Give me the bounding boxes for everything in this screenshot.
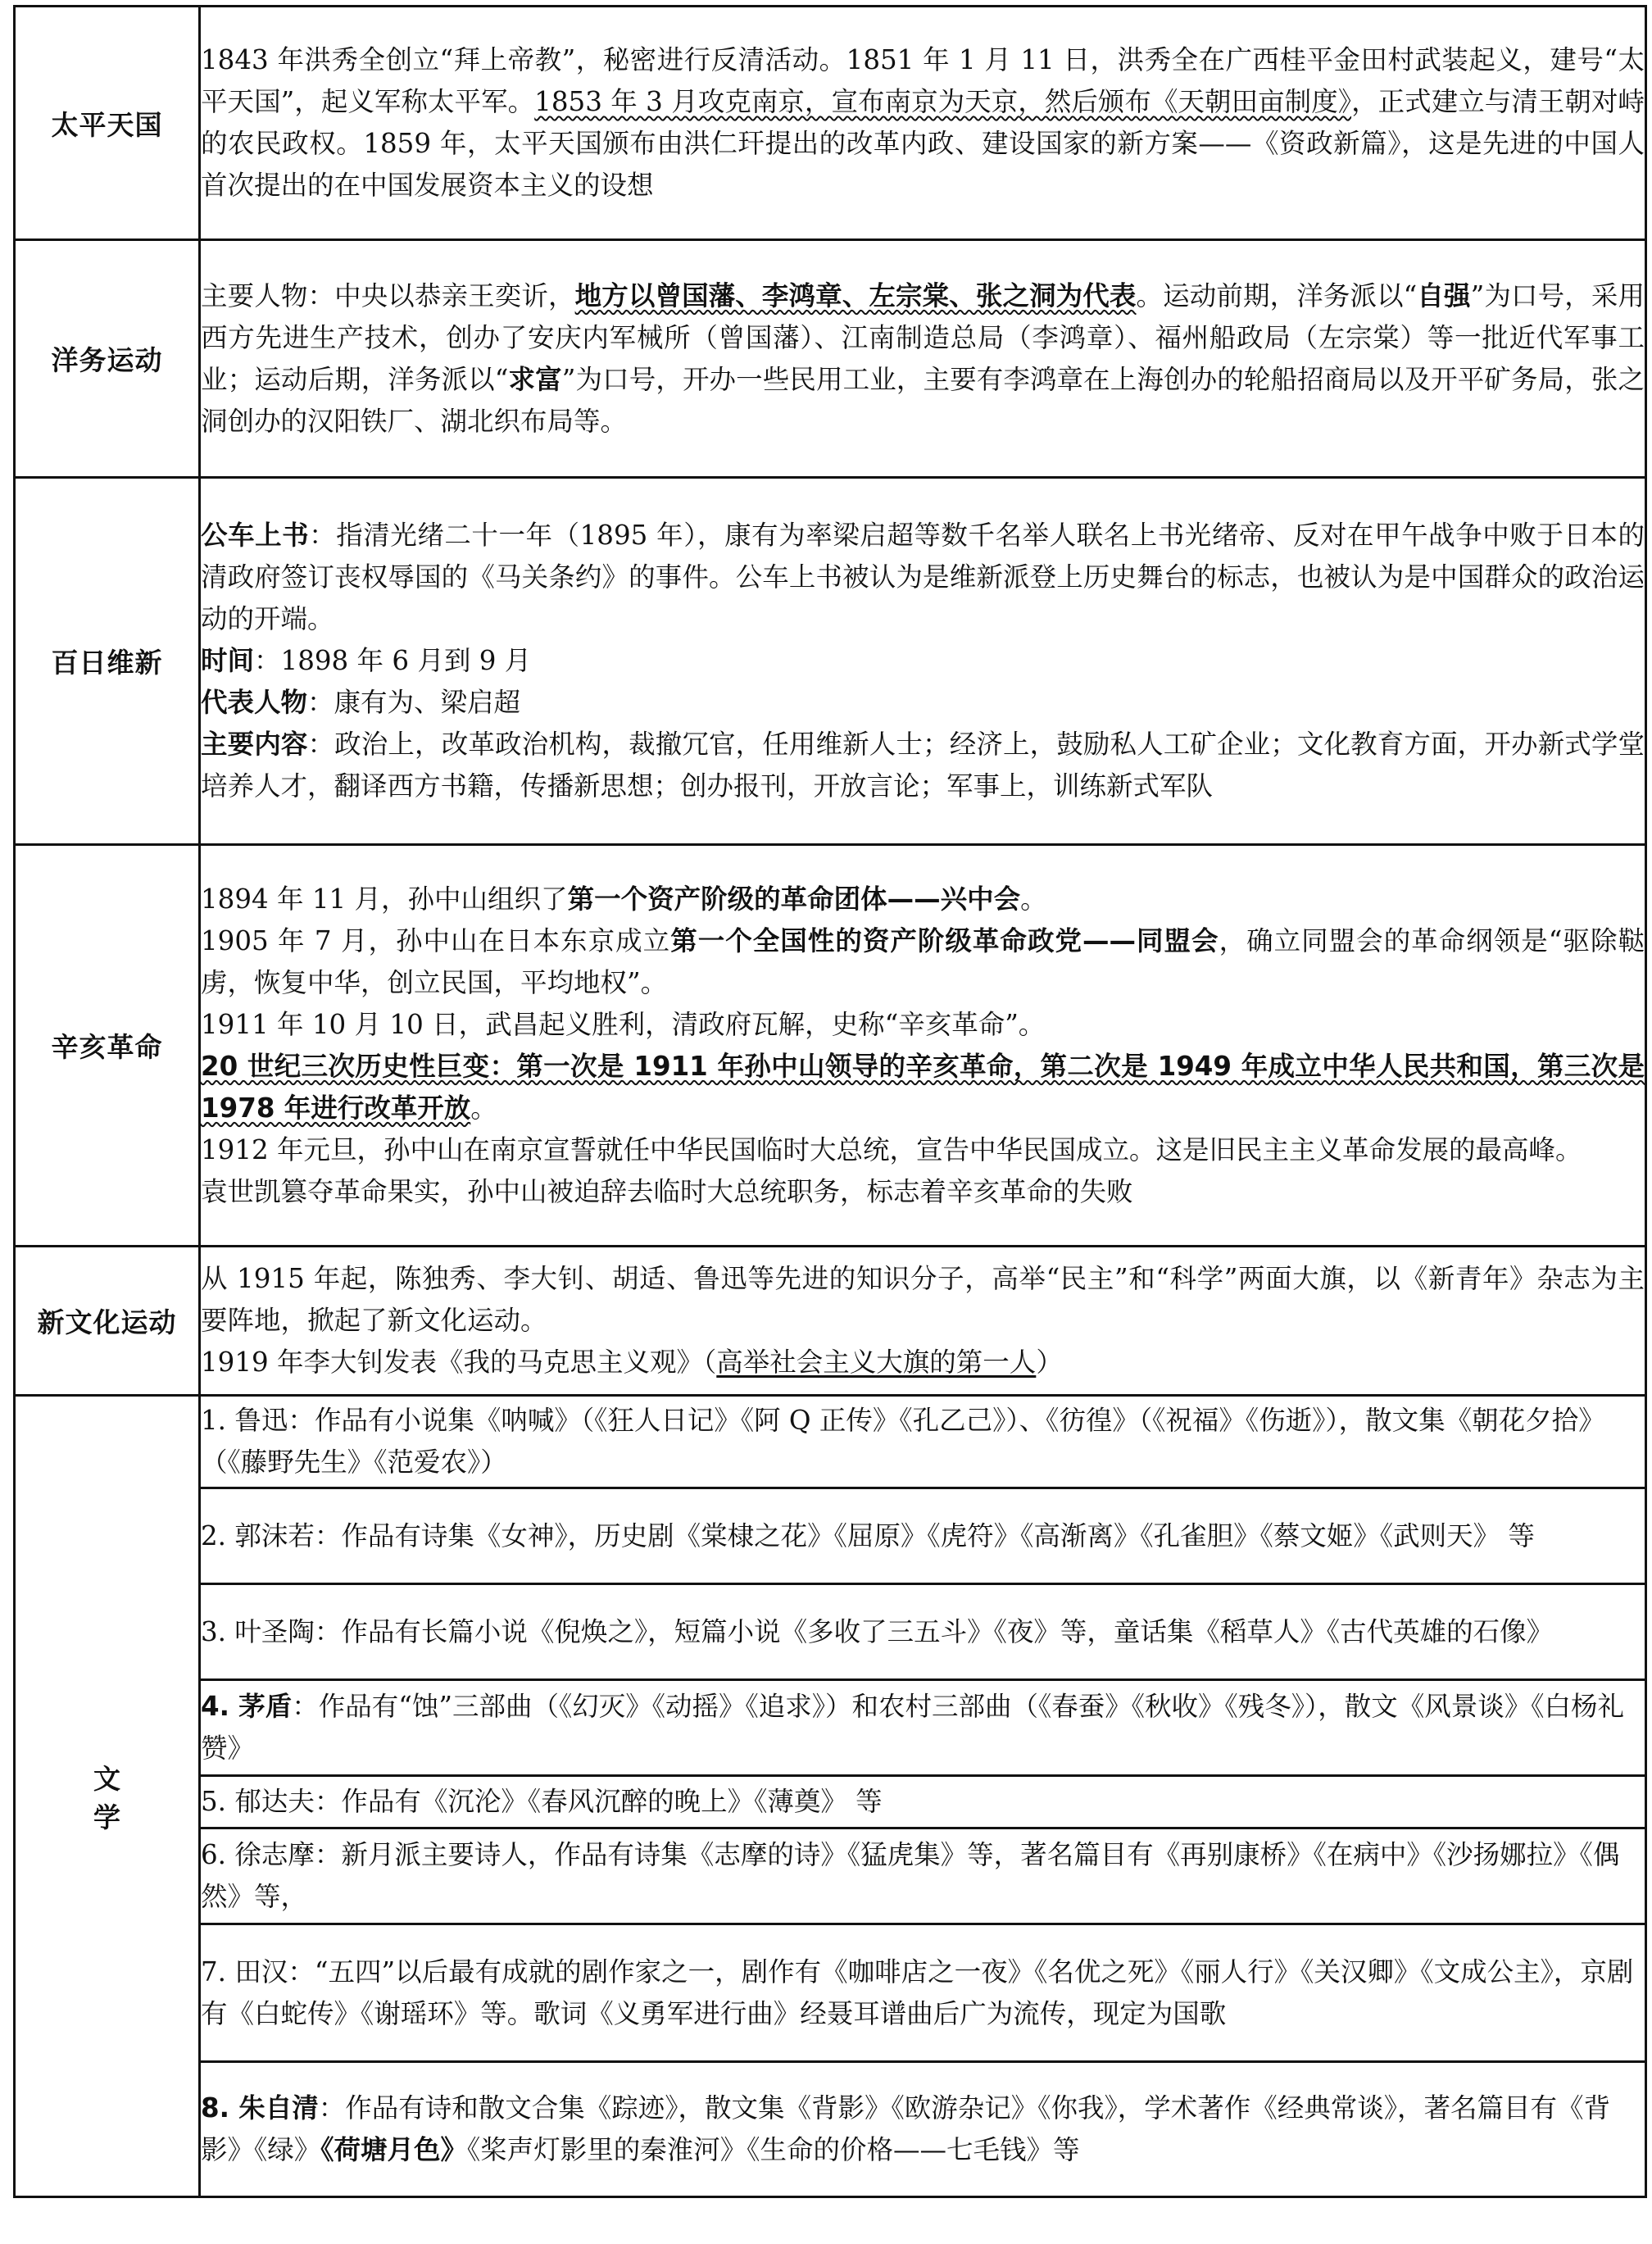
yangwu-text-1: 主要人物：中央以恭亲王奕䜣， bbox=[201, 279, 575, 311]
xinhai-l1-a: 1894 年 11 月，孙中山组织了 bbox=[201, 883, 568, 915]
history-table bbox=[13, 5, 1647, 2198]
row-wenxue-6 bbox=[15, 1828, 1646, 1924]
wenxue-item-1-name: 1. 鲁迅 bbox=[201, 1405, 288, 1436]
xinhai-line-6: 袁世凯篡夺革命果实，孙中山被迫辞去临时大总统职务，标志着辛亥革命的失败 bbox=[201, 1175, 1133, 1207]
xinhai-l2-c: ，确立同盟会的革命纲领是“驱除鞑虏，恢复中华，创立民国，平均地权”。 bbox=[201, 924, 1645, 998]
row-yangwu bbox=[15, 240, 1646, 478]
xinhai-line-4 bbox=[201, 1046, 1645, 1129]
wenxue-item-3-text: ：作品有长篇小说《倪焕之》，短篇小说《多收了三五斗》《夜》等，童话集《稻草人》《古代英雄的石像》 bbox=[314, 1615, 1554, 1647]
bairi-time-text: ：1898 年 6 月到 9 月 bbox=[254, 645, 532, 676]
bairi-people-label: 代表人物 bbox=[201, 687, 308, 718]
bairi-gongche bbox=[201, 515, 1645, 640]
wenxue-item-2-name: 2. 郭沫若 bbox=[201, 1519, 315, 1551]
row-taiping bbox=[15, 7, 1646, 240]
xinwenhua-l2-c: ） bbox=[1036, 1347, 1063, 1378]
wenxue-item-3-name: 3. 叶圣陶 bbox=[201, 1615, 315, 1647]
row-wenxue-4 bbox=[15, 1680, 1646, 1776]
category-bairi: 百日维新 bbox=[15, 478, 200, 845]
row-wenxue-1 bbox=[15, 1396, 1646, 1488]
wenxue-item-7-name: 7. 田汉 bbox=[201, 1956, 288, 1987]
content-yangwu bbox=[200, 240, 1646, 478]
bairi-gongche-text: ：指清光绪二十一年（1895 年），康有为率梁启超等数千名举人联名上书光绪帝、反对在甲午战争中败于日本的清政府签订丧权辱国的《马关条约》的事件。公车上书被认为是维新派登上历史舞台的标志，也被认为是中国群众的政治运动的开端。 bbox=[201, 520, 1645, 634]
xinhai-l4-end: 。 bbox=[470, 1092, 497, 1124]
wenxue-item-5-name: 5. 郁达夫 bbox=[201, 1786, 315, 1817]
row-xinhai bbox=[15, 845, 1646, 1247]
taiping-text-1: 1843 年洪秀全创立“拜上帝教”，秘密进行反清活动。1851 年 1 月 11 日，洪秀全在广西桂平金田村武装起义，建号“太平天国”，起义军称太平军。 bbox=[201, 44, 1645, 117]
wenxue-item-8-text-a: ：作品有诗和散文合集《踪迹》，散文集《背影》《欧游杂记》《你我》，学术著作《经典常谈》，著名篇目有《背影》《绿》 bbox=[201, 2092, 1611, 2165]
xinhai-line-5: 1912 年元旦，孙中山在南京宣誓就任中华民国临时大总统，宣告中华民国成立。这是旧民主主义革命发展的最高峰。 bbox=[201, 1133, 1582, 1165]
content-bairi bbox=[200, 478, 1646, 845]
category-xinhai: 辛亥革命 bbox=[15, 845, 200, 1247]
content-xinwenhua bbox=[200, 1247, 1646, 1396]
bairi-people-text: ：康有为、梁启超 bbox=[307, 687, 521, 718]
xinhai-l4-wavy: 20 世纪三次历史性巨变：第一次是 1911 年孙中山领导的辛亥革命，第二次是 1949 年成立中华人民共和国，第三次是 1978 年进行改革开放 bbox=[201, 1050, 1645, 1124]
xinhai-l1-bold: 第一个资产阶级的革命团体——兴中会 bbox=[567, 883, 1021, 915]
row-wenxue-5 bbox=[15, 1776, 1646, 1828]
wenxue-item-6-text: ：新月派主要诗人，作品有诗集《志摩的诗》《猛虎集》等，著名篇目有《再别康桥》《在病中》《沙扬娜拉》《偶然》等， bbox=[201, 1839, 1620, 1912]
wenxue-item-5 bbox=[200, 1776, 1646, 1828]
category-xinwenhua: 新文化运动 bbox=[15, 1247, 200, 1396]
taiping-text-2: ，正式建立与清王朝对峙的农民政权。1859 年，太平天国颁布由洪仁玕提出的改革内政、建设国家的新方案——《资政新篇》，这是先进的中国人首次提出的在中国发展资本主义的设想 bbox=[201, 86, 1645, 201]
category-wenxue: 文 学 bbox=[15, 1396, 200, 2197]
yangwu-text-4: ”为口号，开办一些民用工业，主要有李鸿章在上海创办的轮船招商局以及开平矿务局，张之洞创办的汉阳铁厂、湖北织布局等。 bbox=[201, 363, 1645, 437]
bairi-people bbox=[201, 682, 1645, 724]
category-yangwu: 洋务运动 bbox=[15, 240, 200, 478]
wenxue-item-8-name: 8. 朱自清 bbox=[201, 2092, 319, 2124]
yangwu-wavy-text: 地方以曾国藩、李鸿章、左宗棠、张之洞为代表 bbox=[574, 279, 1137, 311]
wenxue-item-1 bbox=[200, 1396, 1646, 1488]
wenxue-item-2 bbox=[200, 1488, 1646, 1584]
row-bairi bbox=[15, 478, 1646, 845]
xinwenhua-line-1: 从 1915 年起，陈独秀、李大钊、胡适、鲁迅等先进的知识分子，高举“民主”和“科学”两面大旗，以《新青年》杂志为主要阵地，掀起了新文化运动。 bbox=[201, 1263, 1645, 1336]
wenxue-item-8-text-b: 《桨声灯影里的秦淮河》《生命的价格——七毛钱》等 bbox=[467, 2134, 1080, 2165]
wenxue-item-1-text: ：作品有小说集《呐喊》（《狂人日记》《阿 Q 正传》《孔乙己》）、《彷徨》（《祝福》《伤逝》），散文集《朝花夕拾》（《藤野先生》《范爱农》） bbox=[201, 1405, 1605, 1478]
xinwenhua-line-2 bbox=[201, 1342, 1645, 1383]
xinhai-line-3: 1911 年 10 月 10 日，武昌起义胜利，清政府瓦解，史称“辛亥革命”。 bbox=[201, 1008, 1046, 1040]
xinhai-l2-bold: 第一个全国性的资产阶级革命政党——同盟会 bbox=[670, 924, 1219, 956]
wenxue-item-5-text: ：作品有《沉沦》《春风沉醉的晚上》《薄奠》 等 bbox=[314, 1786, 883, 1817]
row-wenxue-3 bbox=[15, 1584, 1646, 1680]
row-wenxue-7 bbox=[15, 1924, 1646, 2062]
bairi-time bbox=[201, 640, 1645, 682]
taiping-wavy-text: 1853 年 3 月攻克南京，宣布南京为天京，然后颁布《天朝田亩制度》 bbox=[534, 86, 1352, 117]
wenxue-item-8 bbox=[200, 2062, 1646, 2197]
xinhai-l2-a: 1905 年 7 月，孙中山在日本东京成立 bbox=[201, 924, 671, 956]
yangwu-text-2: 。运动前期，洋务派以“ bbox=[1136, 279, 1418, 311]
wenxue-item-7-text: ：“五四”以后最有成就的剧作家之一，剧作有《咖啡店之一夜》《名优之死》《丽人行》《关汉卿》《文成公主》，京剧有《白蛇传》《谢瑶环》等。歌词《义勇军进行曲》经聂耳谱曲后广为流传，现定为国歌 bbox=[201, 1956, 1634, 2029]
xinwenhua-l2-a: 1919 年李大钊发表《我的马克思主义观》（ bbox=[201, 1347, 717, 1378]
content-xinhai bbox=[200, 845, 1646, 1247]
wenxue-item-4-name: 4. 茅盾 bbox=[201, 1691, 293, 1722]
wenxue-item-6 bbox=[200, 1828, 1646, 1924]
xinhai-l1-c: 。 bbox=[1020, 883, 1047, 915]
bairi-content-label: 主要内容 bbox=[201, 729, 308, 760]
xinhai-line-1 bbox=[201, 879, 1645, 920]
bairi-time-label: 时间 bbox=[201, 645, 255, 676]
wenxue-item-4-text: ：作品有“蚀”三部曲（《幻灭》《动摇》《追求》）和农村三部曲（《春蚕》《秋收》《残冬》），散文《风景谈》《白杨礼赞》 bbox=[201, 1691, 1625, 1764]
wenxue-item-4 bbox=[200, 1680, 1646, 1776]
xinwenhua-l2-underline: 高举社会主义大旗的第一人 bbox=[716, 1347, 1037, 1378]
bairi-content-text: ：政治上，改革政治机构，裁撤冗官，任用维新人士；经济上，鼓励私人工矿企业；文化教育方面，开办新式学堂培养人才，翻译西方书籍，传播新思想；创办报刊，开放言论；军事上，训练新式军队 bbox=[201, 729, 1645, 802]
wenxue-item-7 bbox=[200, 1924, 1646, 2062]
row-wenxue-8 bbox=[15, 2062, 1646, 2197]
yangwu-bold-qiufu: 求富 bbox=[508, 363, 562, 395]
content-taiping bbox=[200, 7, 1646, 240]
wenxue-item-3 bbox=[200, 1584, 1646, 1680]
bairi-content bbox=[201, 724, 1645, 807]
category-taiping: 太平天国 bbox=[15, 7, 200, 240]
yangwu-text-3: ”为口号，采用西方先进生产技术，创办了安庆内军械所（曾国藩）、江南制造总局（李鸿章）、福州船政局（左宗棠）等一批近代军事工业；运动后期，洋务派以“ bbox=[201, 279, 1645, 395]
row-wenxue-2 bbox=[15, 1488, 1646, 1584]
bairi-gongche-label: 公车上书 bbox=[201, 520, 310, 551]
yangwu-bold-ziqiang: 自强 bbox=[1417, 279, 1471, 311]
xinhai-line-2 bbox=[201, 920, 1645, 1004]
wenxue-item-6-name: 6. 徐志摩 bbox=[201, 1839, 315, 1870]
row-xinwenhua bbox=[15, 1247, 1646, 1396]
wenxue-item-2-text: ：作品有诗集《女神》，历史剧《棠棣之花》《屈原》《虎符》《高渐离》《孔雀胆》《蔡文姬》《武则天》 等 bbox=[314, 1519, 1535, 1551]
wenxue-item-8-bold: 《荷塘月色》 bbox=[320, 2134, 468, 2165]
